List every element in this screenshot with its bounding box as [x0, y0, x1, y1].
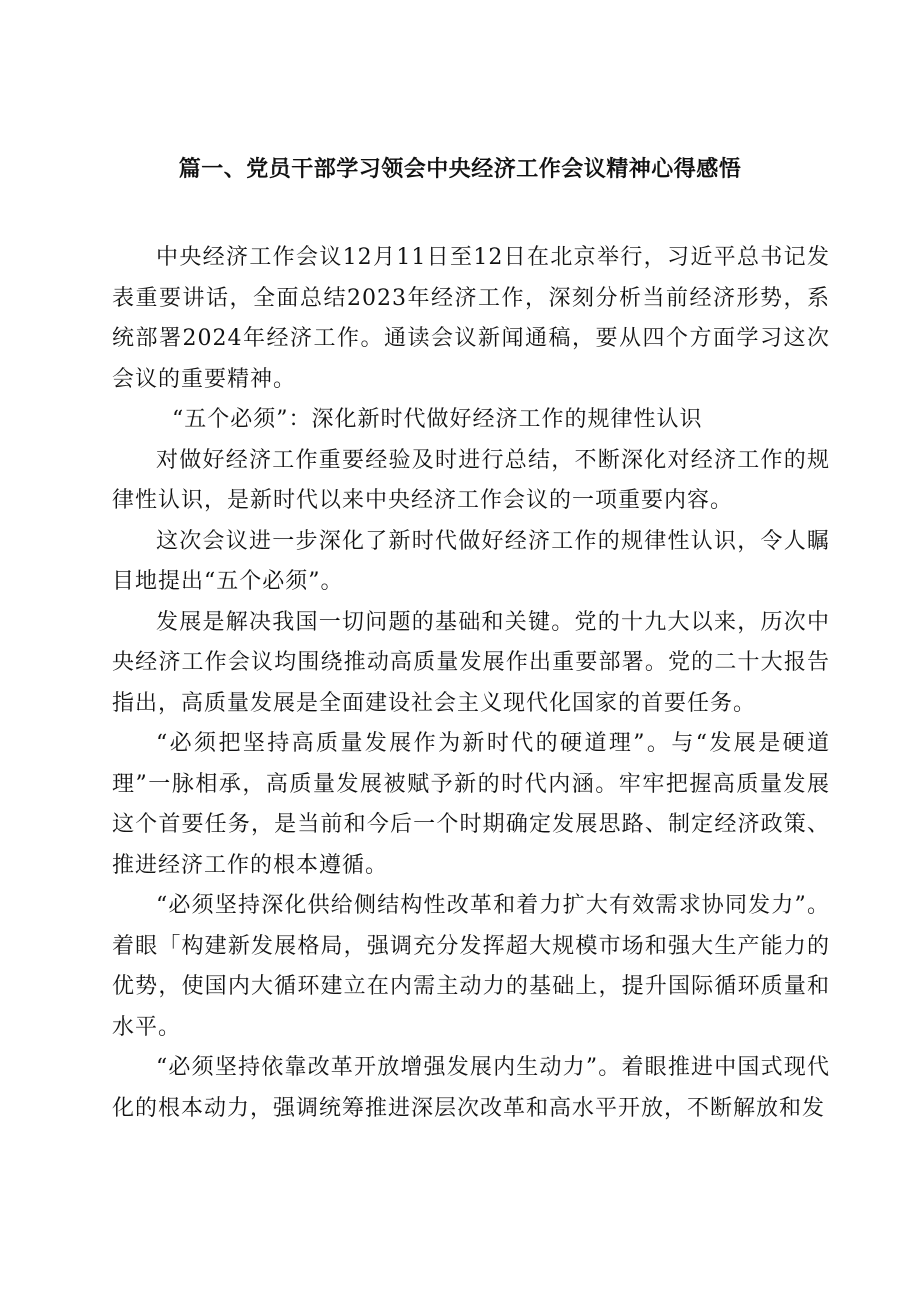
paragraph-intro: 中央经济工作会议12月11日至12日在北京举行，习近平总书记发表重要讲话，全面总结2023年经济工作，深刻分析当前经济形势，系统部署2024年经济工作。通读会议新闻通稿，要从四个方面学习这次会议的重要精神。: [112, 245, 830, 392]
paragraph: “必须把坚持高质量发展作为新时代的硬道理”。与“发展是硬道理”一脉相承，高质量发展被赋予新的时代内涵。牢牢把握高质量发展这个首要任务，是当前和今后一个时期确定发展思路、制定经济政策、推进经济工作的根本遵循。: [112, 731, 830, 878]
paragraph: “必须坚持深化供给侧结构性改革和着力扩大有效需求协同发力”。着眼「构建新发展格局，强调充分发挥超大规模市场和强大生产能力的优势，使国内大循环建立在内需主动力的基础上，提升国际循环质量和水平。: [112, 893, 830, 1040]
document-title: 篇一、党员干部学习领会中央经济工作会议精神心得感悟: [178, 157, 742, 182]
paragraph: “必须坚持依靠改革开放增强发展内生动力”。着眼推进中国式现代化的根本动力，强调统筹推进深层次改革和高水平开放，不断解放和发: [112, 1055, 830, 1121]
document-body: [112, 238, 830, 1129]
section-heading-five-musts: “五个必须”：深化新时代做好经济工作的规律性认识: [172, 407, 703, 432]
paragraph: 发展是解决我国一切问题的基础和关键。党的十九大以来，历次中央经济工作会议均围绕推动高质量发展作出重要部署。党的二十大报告指出，高质量发展是全面建设社会主义现代化国家的首要任务。: [112, 609, 830, 716]
paragraph: 对做好经济工作重要经验及时进行总结，不断深化对经济工作的规律性认识，是新时代以来中央经济工作会议的一项重要内容。: [112, 447, 830, 513]
paragraph: 这次会议进一步深化了新时代做好经济工作的规律性认识，令人瞩目地提出“五个必须”。: [112, 528, 830, 594]
